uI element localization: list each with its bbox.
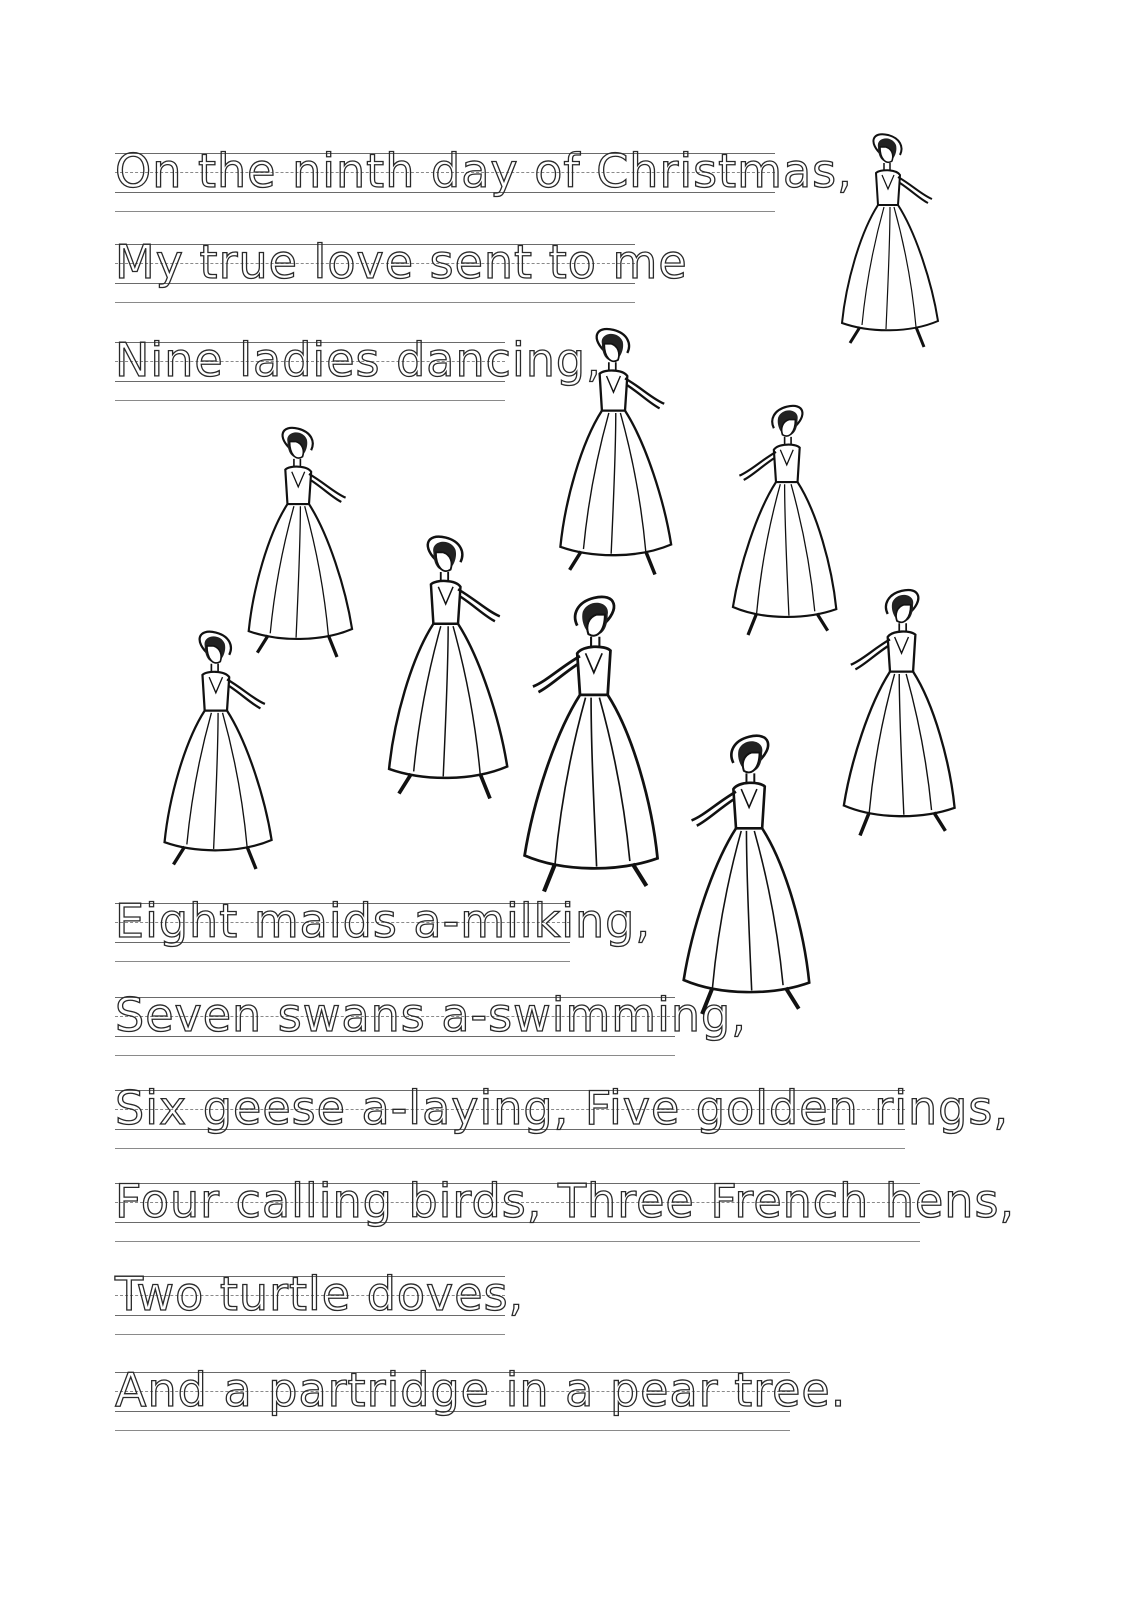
trace-text: Eight maids a-milking,: [115, 894, 651, 948]
trace-line-7: [115, 1174, 1016, 1241]
dancing-lady-icon: [508, 590, 688, 905]
trace-line-8: [115, 1267, 525, 1334]
trace-text: Six geese a-laying, Five golden rings,: [115, 1081, 1009, 1135]
trace-text: Seven swans a-swimming,: [115, 988, 747, 1042]
trace-line-2: [115, 235, 688, 302]
dancing-lady-icon: [140, 618, 285, 888]
trace-line-6: [115, 1081, 1009, 1148]
dancing-lady-icon: [668, 718, 838, 1038]
trace-line-1: [115, 144, 853, 211]
trace-line-4: [115, 894, 651, 961]
trace-text: On the ninth day of Christmas,: [115, 144, 853, 198]
trace-text: Two turtle doves,: [115, 1267, 525, 1321]
dancing-lady-icon: [820, 128, 950, 358]
trace-line-9: [115, 1363, 847, 1430]
trace-text: And a partridge in a pear tree.: [115, 1363, 847, 1417]
dancing-lady-icon: [535, 322, 685, 587]
dancing-lady-icon: [830, 568, 980, 863]
trace-text: My true love sent to me: [115, 235, 688, 289]
trace-line-3: [115, 333, 602, 400]
dancing-lady-icon: [362, 528, 522, 813]
trace-text: Nine ladies dancing,: [115, 333, 602, 387]
trace-line-5: [115, 988, 747, 1055]
trace-text: Four calling birds, Three French hens,: [115, 1174, 1016, 1228]
